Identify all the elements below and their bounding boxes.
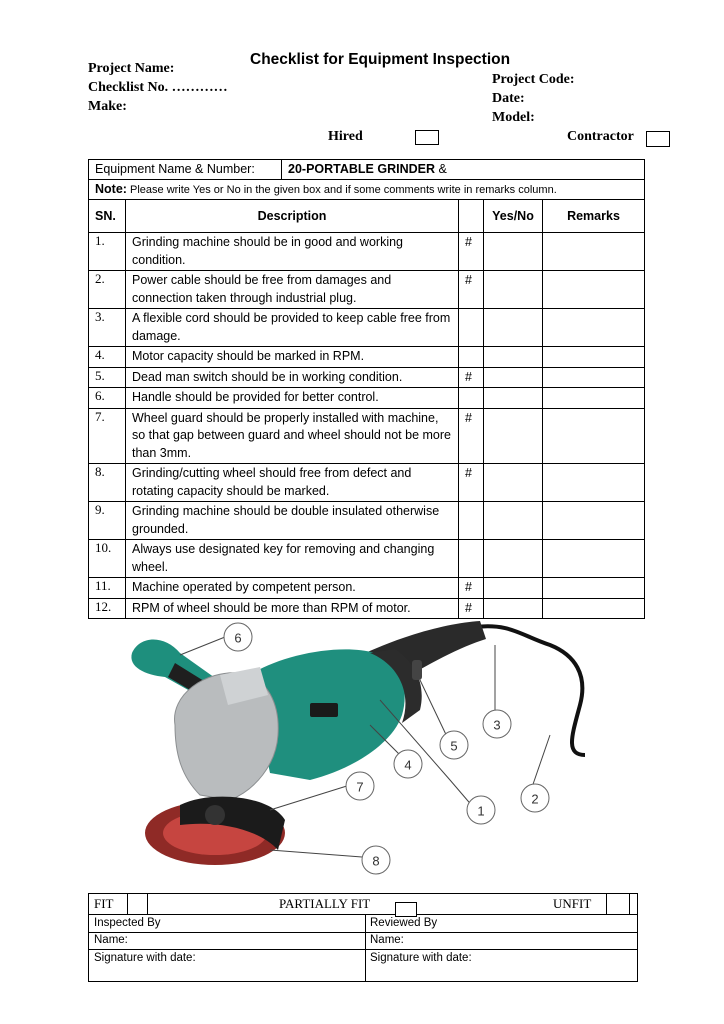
fit-label: FIT [94,896,114,911]
fitness-divider-4 [629,894,630,914]
row-description: RPM of wheel should be more than RPM of motor. [126,598,459,619]
fitness-divider-1 [127,894,128,914]
row-sn: 12. [89,598,126,619]
row-sn: 3. [89,309,126,347]
leader-line-1 [380,700,480,815]
row-description: Always use designated key for removing and changing wheel. [126,540,459,578]
row-remarks-input[interactable] [543,502,645,540]
row-mark [459,309,484,347]
row-mark: # [459,578,484,599]
table-row [89,367,645,388]
table-row [89,578,645,599]
row-remarks-input[interactable] [543,464,645,502]
leader-line-8 [270,850,362,857]
partially-fit-checkbox[interactable] [395,902,417,917]
hired-checkbox[interactable] [415,130,439,145]
callout-label-8: 8 [372,853,380,869]
col-remarks-header: Remarks [543,200,645,233]
row-yes-no-input[interactable] [484,540,543,578]
callout-label-4: 4 [404,757,412,773]
row-mark: # [459,408,484,464]
row-mark [459,388,484,409]
signoff-divider [365,914,366,981]
inspector-name-label: Name: [94,934,128,946]
row-mark: # [459,233,484,271]
reviewer-name-label: Name: [370,934,404,946]
row-mark: # [459,271,484,309]
table-row [89,347,645,368]
table-row [89,464,645,502]
row-yes-no-input[interactable] [484,271,543,309]
row-description: Motor capacity should be marked in RPM. [126,347,459,368]
column-header-row [89,200,645,233]
row-sn: 6. [89,388,126,409]
row-description: Power cable should be free from damages and connection taken through industrial plug. [126,271,459,309]
callout-label-3: 3 [493,717,501,733]
row-description: Grinding machine should be double insulated otherwise grounded. [126,502,459,540]
row-yes-no-input[interactable] [484,347,543,368]
equipment-name-suffix: & [435,162,447,176]
row-remarks-input[interactable] [543,367,645,388]
row-description: Wheel guard should be properly installed with machine, so that gap between guard and wheel should not be more than 3mm. [126,408,459,464]
inspected-by-label: Inspected By [94,917,161,929]
contractor-checkbox[interactable] [646,131,670,147]
sign-off-table [88,893,638,982]
name-row [89,932,637,950]
table-row [89,309,645,347]
callout-label-7: 7 [356,779,364,795]
col-sn-header: SN. [89,200,126,233]
table-row [89,388,645,409]
equipment-row [89,160,645,180]
equipment-name-value [282,160,447,179]
row-description: A flexible cord should be provided to keep cable free from damage. [126,309,459,347]
table-row [89,233,645,271]
callout-label-6: 6 [234,630,242,646]
callout-label-5: 5 [450,738,458,754]
fitness-divider-3 [606,894,607,914]
project-code-label: Project Code: [492,72,575,87]
callout-label-1: 1 [477,803,485,819]
row-sn: 11. [89,578,126,599]
row-yes-no-input[interactable] [484,388,543,409]
row-remarks-input[interactable] [543,271,645,309]
angle-grinder-illustration [120,605,610,883]
row-mark: # [459,598,484,619]
project-name-label: Project Name: [88,61,175,76]
row-mark [459,540,484,578]
row-yes-no-input[interactable] [484,367,543,388]
col-description-header: Description [126,200,459,233]
inspection-table [88,159,645,619]
row-yes-no-input[interactable] [484,578,543,599]
col-yesno-header: Yes/No [484,200,543,233]
spindle-nut [205,805,225,825]
table-row [89,540,645,578]
row-mark: # [459,464,484,502]
row-remarks-input[interactable] [543,309,645,347]
brand-label [310,703,338,717]
reviewer-signature-label: Signature with date: [370,952,472,964]
table-row [89,408,645,464]
table-row [89,271,645,309]
row-remarks-input[interactable] [543,233,645,271]
leader-line-6 [180,637,225,655]
fitness-divider-2 [147,894,148,914]
row-mark: # [459,367,484,388]
row-yes-no-input[interactable] [484,309,543,347]
row-yes-no-input[interactable] [484,233,543,271]
checklist-no-label: Checklist No. ………… [88,80,228,95]
model-label: Model: [492,110,535,125]
row-mark [459,347,484,368]
row-remarks-input[interactable] [543,578,645,599]
row-description: Machine operated by competent person. [126,578,459,599]
row-yes-no-input[interactable] [484,408,543,464]
row-sn: 7. [89,408,126,464]
row-sn: 9. [89,502,126,540]
row-remarks-input[interactable] [543,388,645,409]
row-sn: 1. [89,233,126,271]
row-sn: 4. [89,347,126,368]
leader-line-7 [270,785,350,810]
inspected-row [89,914,637,933]
row-remarks-input[interactable] [543,408,645,464]
table-row [89,502,645,540]
row-mark [459,502,484,540]
row-description: Dead man switch should be in working condition. [126,367,459,388]
page-title: Checklist for Equipment Inspection [250,51,511,68]
row-sn: 5. [89,367,126,388]
contractor-label: Contractor [567,129,634,144]
equipment-name-label: Equipment Name & Number: [89,160,282,179]
reviewed-by-label: Reviewed By [370,917,438,929]
row-description: Grinding machine should be in good and working condition. [126,233,459,271]
hired-label: Hired [328,129,363,144]
row-remarks-input[interactable] [543,347,645,368]
row-description: Handle should be provided for better control. [126,388,459,409]
row-sn: 2. [89,271,126,309]
inspector-signature-label: Signature with date: [94,952,196,964]
col-mark-header [459,200,484,233]
row-sn: 8. [89,464,126,502]
note-text: Please write Yes or No in the given box and if some comments write in remarks column. [126,184,557,196]
make-label: Make: [88,99,127,114]
callout-label-2: 2 [531,791,539,807]
equipment-name-bold: 20-PORTABLE GRINDER [288,162,436,176]
date-label: Date: [492,91,525,106]
row-sn: 10. [89,540,126,578]
row-yes-no-input[interactable] [484,464,543,502]
note-row [89,180,645,200]
partially-fit-label: PARTIALLY FIT [279,896,371,911]
row-remarks-input[interactable] [543,540,645,578]
unfit-label: UNFIT [553,896,592,911]
row-description: Grinding/cutting wheel should free from defect and rotating capacity should be marked. [126,464,459,502]
dead-man-switch [412,660,422,680]
row-yes-no-input[interactable] [484,502,543,540]
note-label: Note: [95,182,127,196]
checklist-rows [89,233,645,619]
